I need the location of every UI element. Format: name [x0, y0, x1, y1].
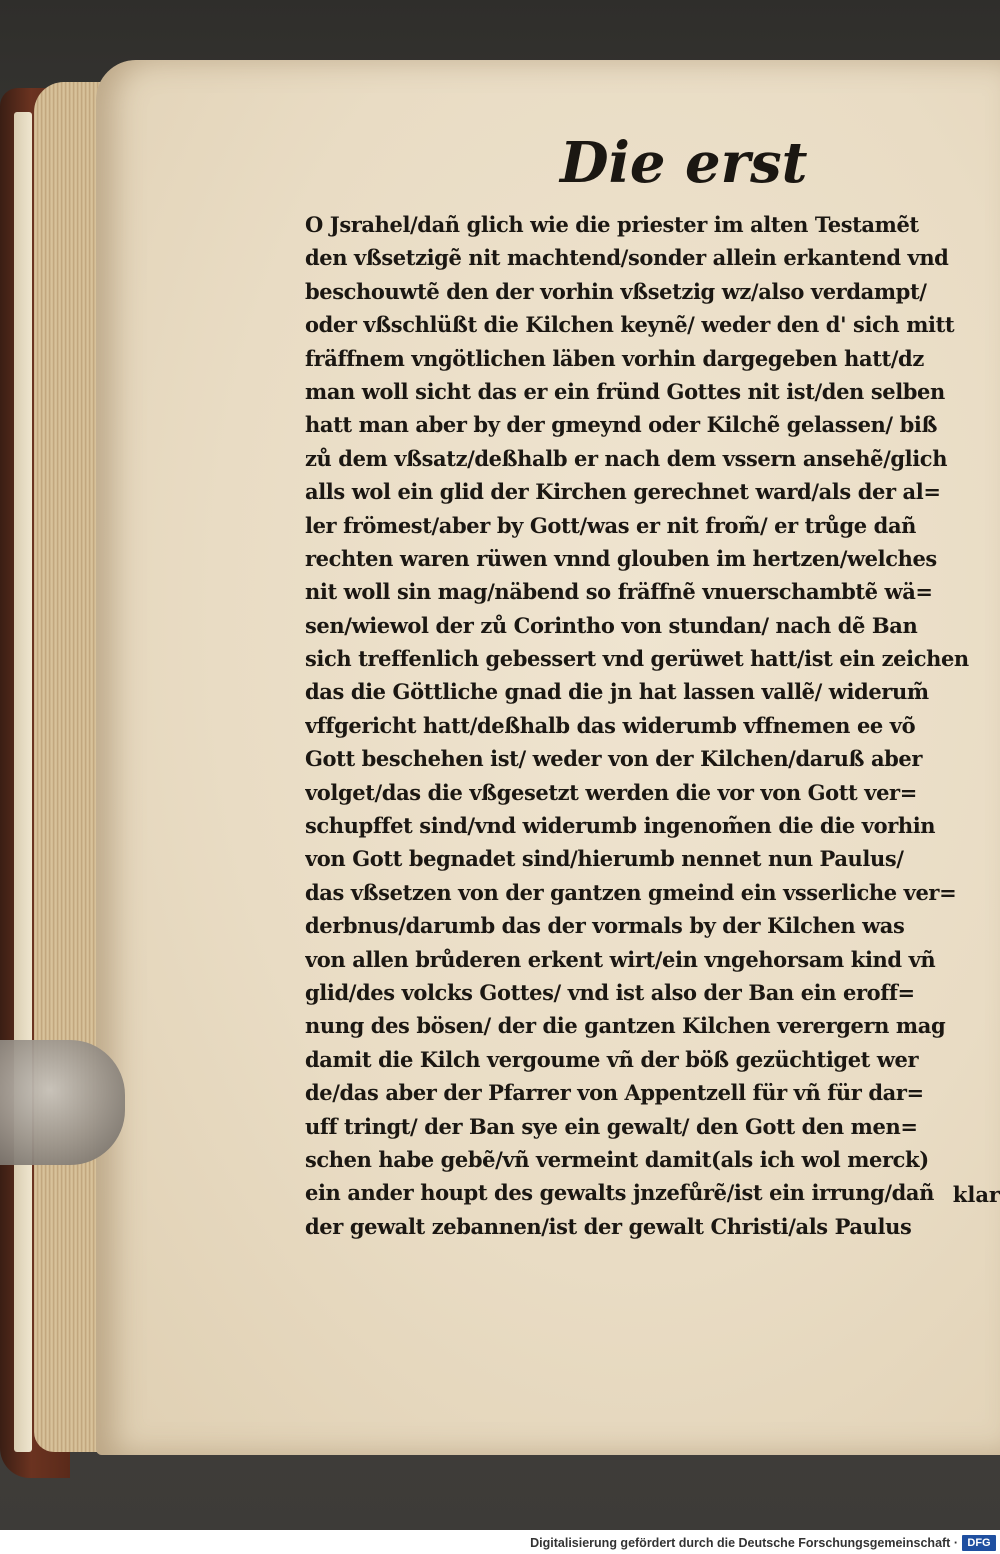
text-line: alls wol ein glid der Kirchen gerechnet ward/als der al=	[305, 479, 941, 505]
text-line: fräffnem vngötlichen läben vorhin dargegeben hatt/dz	[305, 345, 924, 371]
text-line: rechten waren rüwen vnnd glouben im hertzen/welches	[305, 545, 937, 571]
text-line: ein ander houpt des gewalts jnzefůrẽ/ist ein irrung/dañ	[305, 1180, 935, 1206]
text-line: uff tringt/ der Ban sye ein gewalt/ den Gott den men=	[305, 1113, 918, 1139]
text-line: den vßsetzigẽ nit machtend/sonder allein erkantend vnd	[305, 245, 949, 271]
text-line: vffgericht hatt/deßhalb das widerumb vffnemen ee võ	[305, 712, 916, 738]
text-line: das vßsetzen von der gantzen gmeind ein vsserliche ver=	[305, 879, 957, 905]
text-line: schen habe gebẽ/vñ vermeint damit(als ich wol merck)	[305, 1146, 929, 1172]
text-line: nit woll sin mag/näbend so fräffnẽ vnuerschambtẽ wä=	[305, 579, 933, 605]
text-line: derbnus/darumb das der vormals by der Kilchen was	[305, 913, 905, 939]
holding-thumb	[0, 1040, 125, 1165]
text-line: man woll sicht das er ein fründ Gottes nit ist/den selben	[305, 378, 945, 404]
text-line: das die Göttliche gnad die jn hat lassen vallẽ/ widerum̃	[305, 679, 929, 705]
page-heading: Die erst	[560, 130, 808, 196]
text-line: glid/des volcks Gottes/ vnd ist also der Ban ein eroff=	[305, 979, 915, 1005]
catchword: klar	[952, 1182, 1000, 1207]
text-line: zů dem vßsatz/deßhalb er nach dem vssern ansehẽ/glich	[305, 445, 948, 471]
text-line: von Gott begnadet sind/hierumb nennet nun Paulus/	[305, 846, 904, 872]
text-line: volget/das die vßgesetzt werden die vor von Gott ver=	[305, 779, 917, 805]
text-line: O Jsrahel/dañ glich wie die priester im alten Testamẽt	[305, 212, 919, 237]
text-line: von allen brůderen erkent wirt/ein vngehorsam kind vñ	[305, 946, 936, 972]
text-line: hatt man aber by der gmeynd oder Kilchẽ gelassen/ biß	[305, 412, 938, 438]
funding-credit: Digitalisierung gefördert durch die Deutsche Forschungsgemeinschaft ·	[530, 1536, 958, 1550]
text-line: damit die Kilch vergoume vñ der böß gezüchtiget wer	[305, 1046, 919, 1072]
body-text	[305, 208, 995, 1243]
text-line: der gewalt zebannen/ist der gewalt Christi/als Paulus	[305, 1213, 912, 1239]
text-line: oder vßschlüßt die Kilchen keynẽ/ weder den d' sich mitt	[305, 312, 955, 338]
dfg-logo: DFG	[962, 1535, 996, 1551]
text-line: sen/wiewol der zů Corintho von stundan/ nach dẽ Ban	[305, 612, 918, 638]
text-line: nung des bösen/ der die gantzen Kilchen verergern mag	[305, 1013, 946, 1039]
text-line: sich treffenlich gebessert vnd gerüwet hatt/ist ein zeichen	[305, 646, 969, 672]
text-line: de/das aber der Pfarrer von Appentzell für vñ für dar=	[305, 1080, 924, 1106]
text-line: schupffet sind/vnd widerumb ingenom̃en die die vorhin	[305, 813, 936, 839]
text-line: Gott beschehen ist/ weder von der Kilchen/daruß aber	[305, 746, 923, 772]
endpaper-strip	[14, 112, 32, 1452]
text-line: beschouwtẽ den der vorhin vßsetzig wz/also verdampt/	[305, 278, 927, 304]
text-line: ler frömest/aber by Gott/was er nit from̃/ er trůge dañ	[305, 512, 917, 538]
